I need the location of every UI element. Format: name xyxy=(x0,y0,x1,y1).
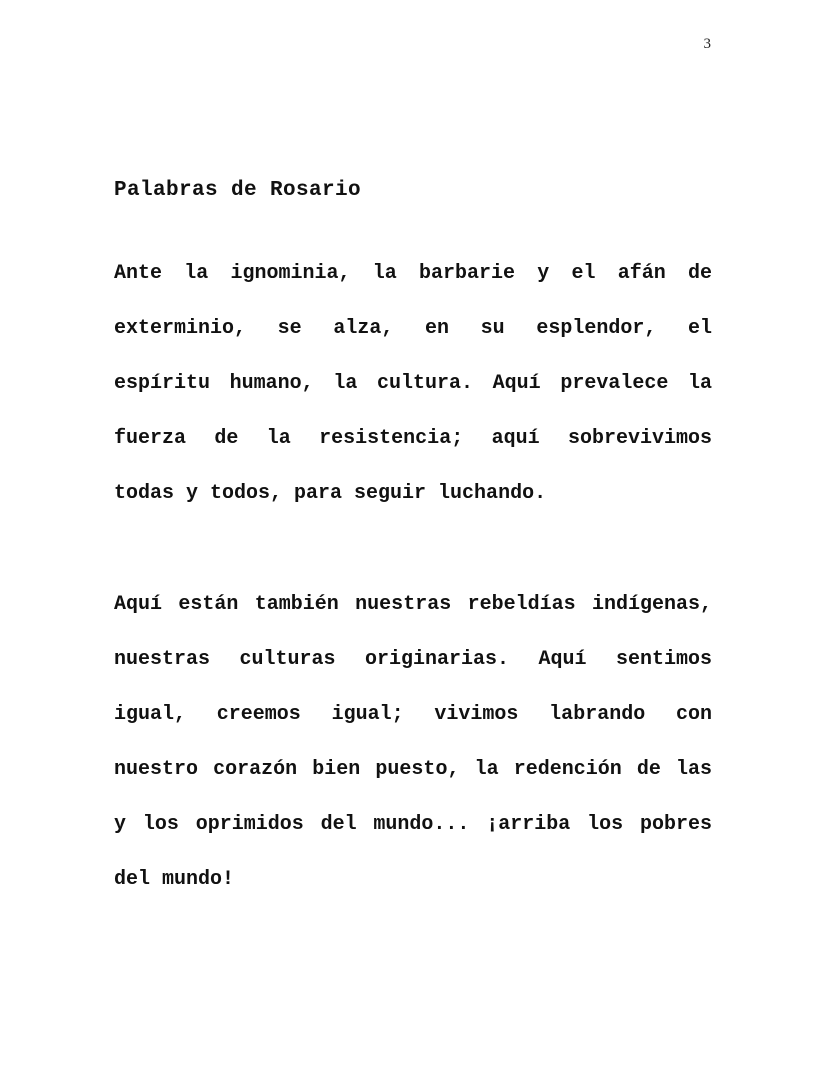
paragraph-line: del mundo! xyxy=(114,868,235,891)
paragraph-2 xyxy=(114,577,712,907)
paragraph-line: todas y todos, para seguir luchando. xyxy=(114,482,547,505)
paragraph-line: Aquí están también nuestras rebeldías indígenas, xyxy=(114,593,712,616)
paragraph-line: Ante la ignominia, la barbarie y el afán de xyxy=(114,262,712,285)
paragraph-line: nuestras culturas originarias. Aquí sentimos xyxy=(114,648,712,671)
paragraph-line: igual, creemos igual; vivimos labrando con xyxy=(114,703,712,726)
paragraph-line: exterminio, se alza, en su esplendor, el xyxy=(114,317,712,340)
paragraph-line: fuerza de la resistencia; aquí sobrevivimos xyxy=(114,427,712,450)
document-title: Palabras de Rosario xyxy=(114,179,362,202)
paragraph-1 xyxy=(114,246,712,521)
paragraph-line: espíritu humano, la cultura. Aquí prevalece la xyxy=(114,372,712,395)
page-number: 3 xyxy=(703,36,711,52)
paragraph-line: y los oprimidos del mundo... ¡arriba los pobres xyxy=(114,813,712,836)
paragraph-line: nuestro corazón bien puesto, la redención de las xyxy=(114,758,712,781)
